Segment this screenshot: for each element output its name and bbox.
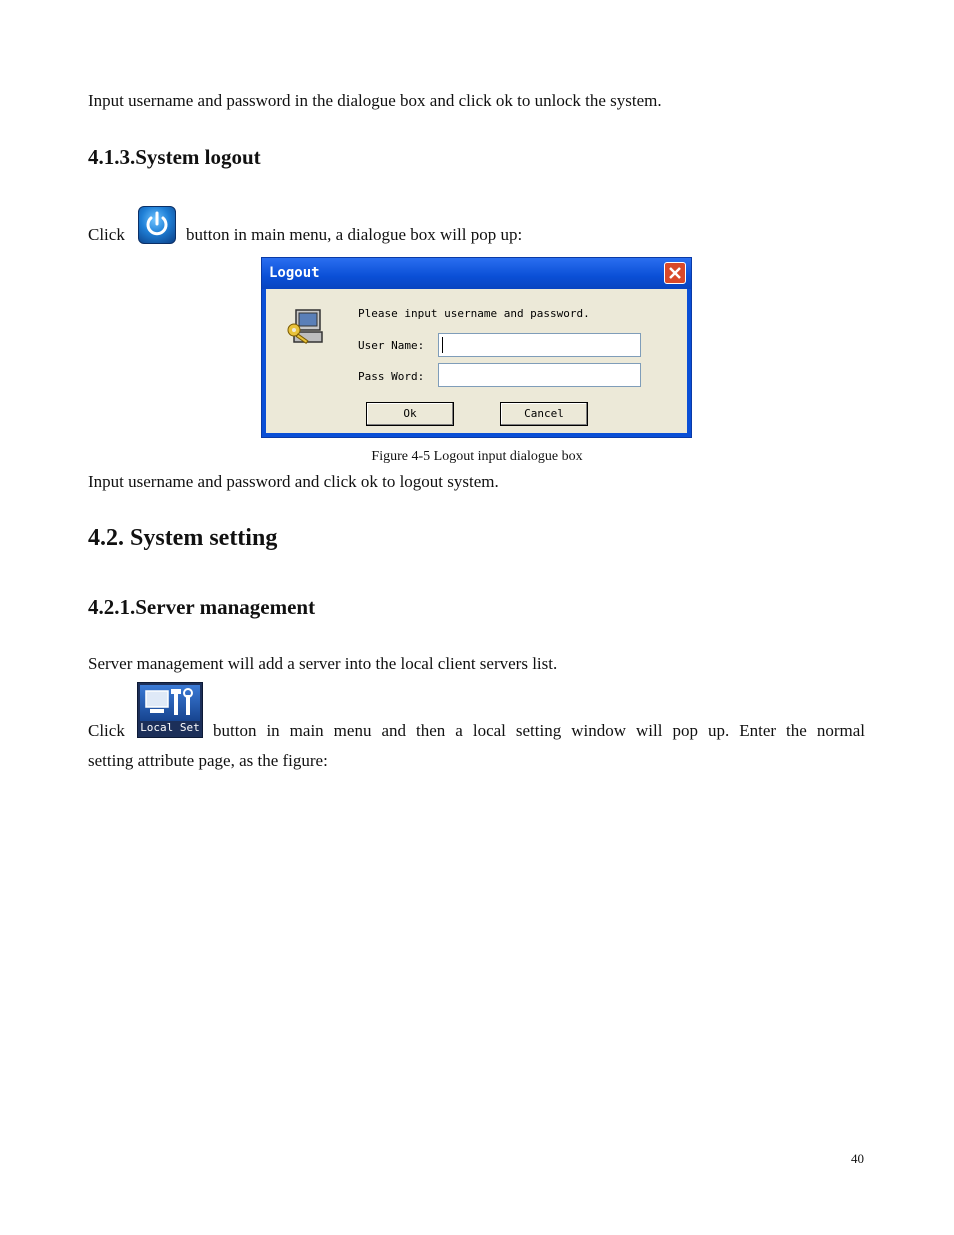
- paragraph-unlock: Input username and password in the dialogue box and click ok to unlock the system.: [88, 91, 662, 110]
- click-logout-text: button in main menu, a dialogue box will pop up:: [186, 225, 523, 244]
- click-local-text: button in main menu and then a local setting window will pop up. Enter the normal: [213, 721, 865, 740]
- text-caret: [442, 337, 443, 353]
- paragraph-server: Server management will add a server into the local client servers list.: [88, 654, 558, 673]
- click-local-text-2: setting attribute page, as the figure:: [88, 751, 328, 770]
- heading-system-logout: 4.1.3.System logout: [88, 145, 261, 169]
- heading-system-setting: 4.2. System setting: [88, 525, 278, 551]
- ok-button[interactable]: Ok: [366, 402, 454, 426]
- logout-dialog: [261, 257, 692, 438]
- page-number: 40: [851, 1151, 864, 1166]
- monitor-tools-icon: [140, 685, 200, 721]
- username-input[interactable]: [438, 333, 641, 357]
- click-word: Click: [88, 225, 125, 244]
- paragraph-logout: Input username and password and click ok to logout system.: [88, 472, 499, 491]
- close-button[interactable]: [664, 262, 686, 284]
- figure-caption: Figure 4-5 Logout input dialogue box: [371, 449, 583, 464]
- click-word-2: Click: [88, 721, 125, 740]
- local-set-icon: [137, 682, 203, 738]
- power-icon: [138, 206, 176, 244]
- key-computer-icon: [284, 306, 326, 348]
- username-label: User Name:: [358, 339, 425, 352]
- dialog-title: Logout: [269, 265, 320, 281]
- heading-server-management: 4.2.1.Server management: [88, 595, 316, 619]
- local-set-label: Local Set: [140, 721, 200, 734]
- close-icon: [665, 263, 685, 283]
- dialog-title-bar: [262, 258, 691, 289]
- cancel-button[interactable]: Cancel: [500, 402, 588, 426]
- password-input[interactable]: [438, 363, 641, 387]
- dialog-body: [266, 289, 687, 433]
- password-label: Pass Word:: [358, 370, 425, 383]
- dialog-prompt: Please input username and password.: [358, 307, 590, 320]
